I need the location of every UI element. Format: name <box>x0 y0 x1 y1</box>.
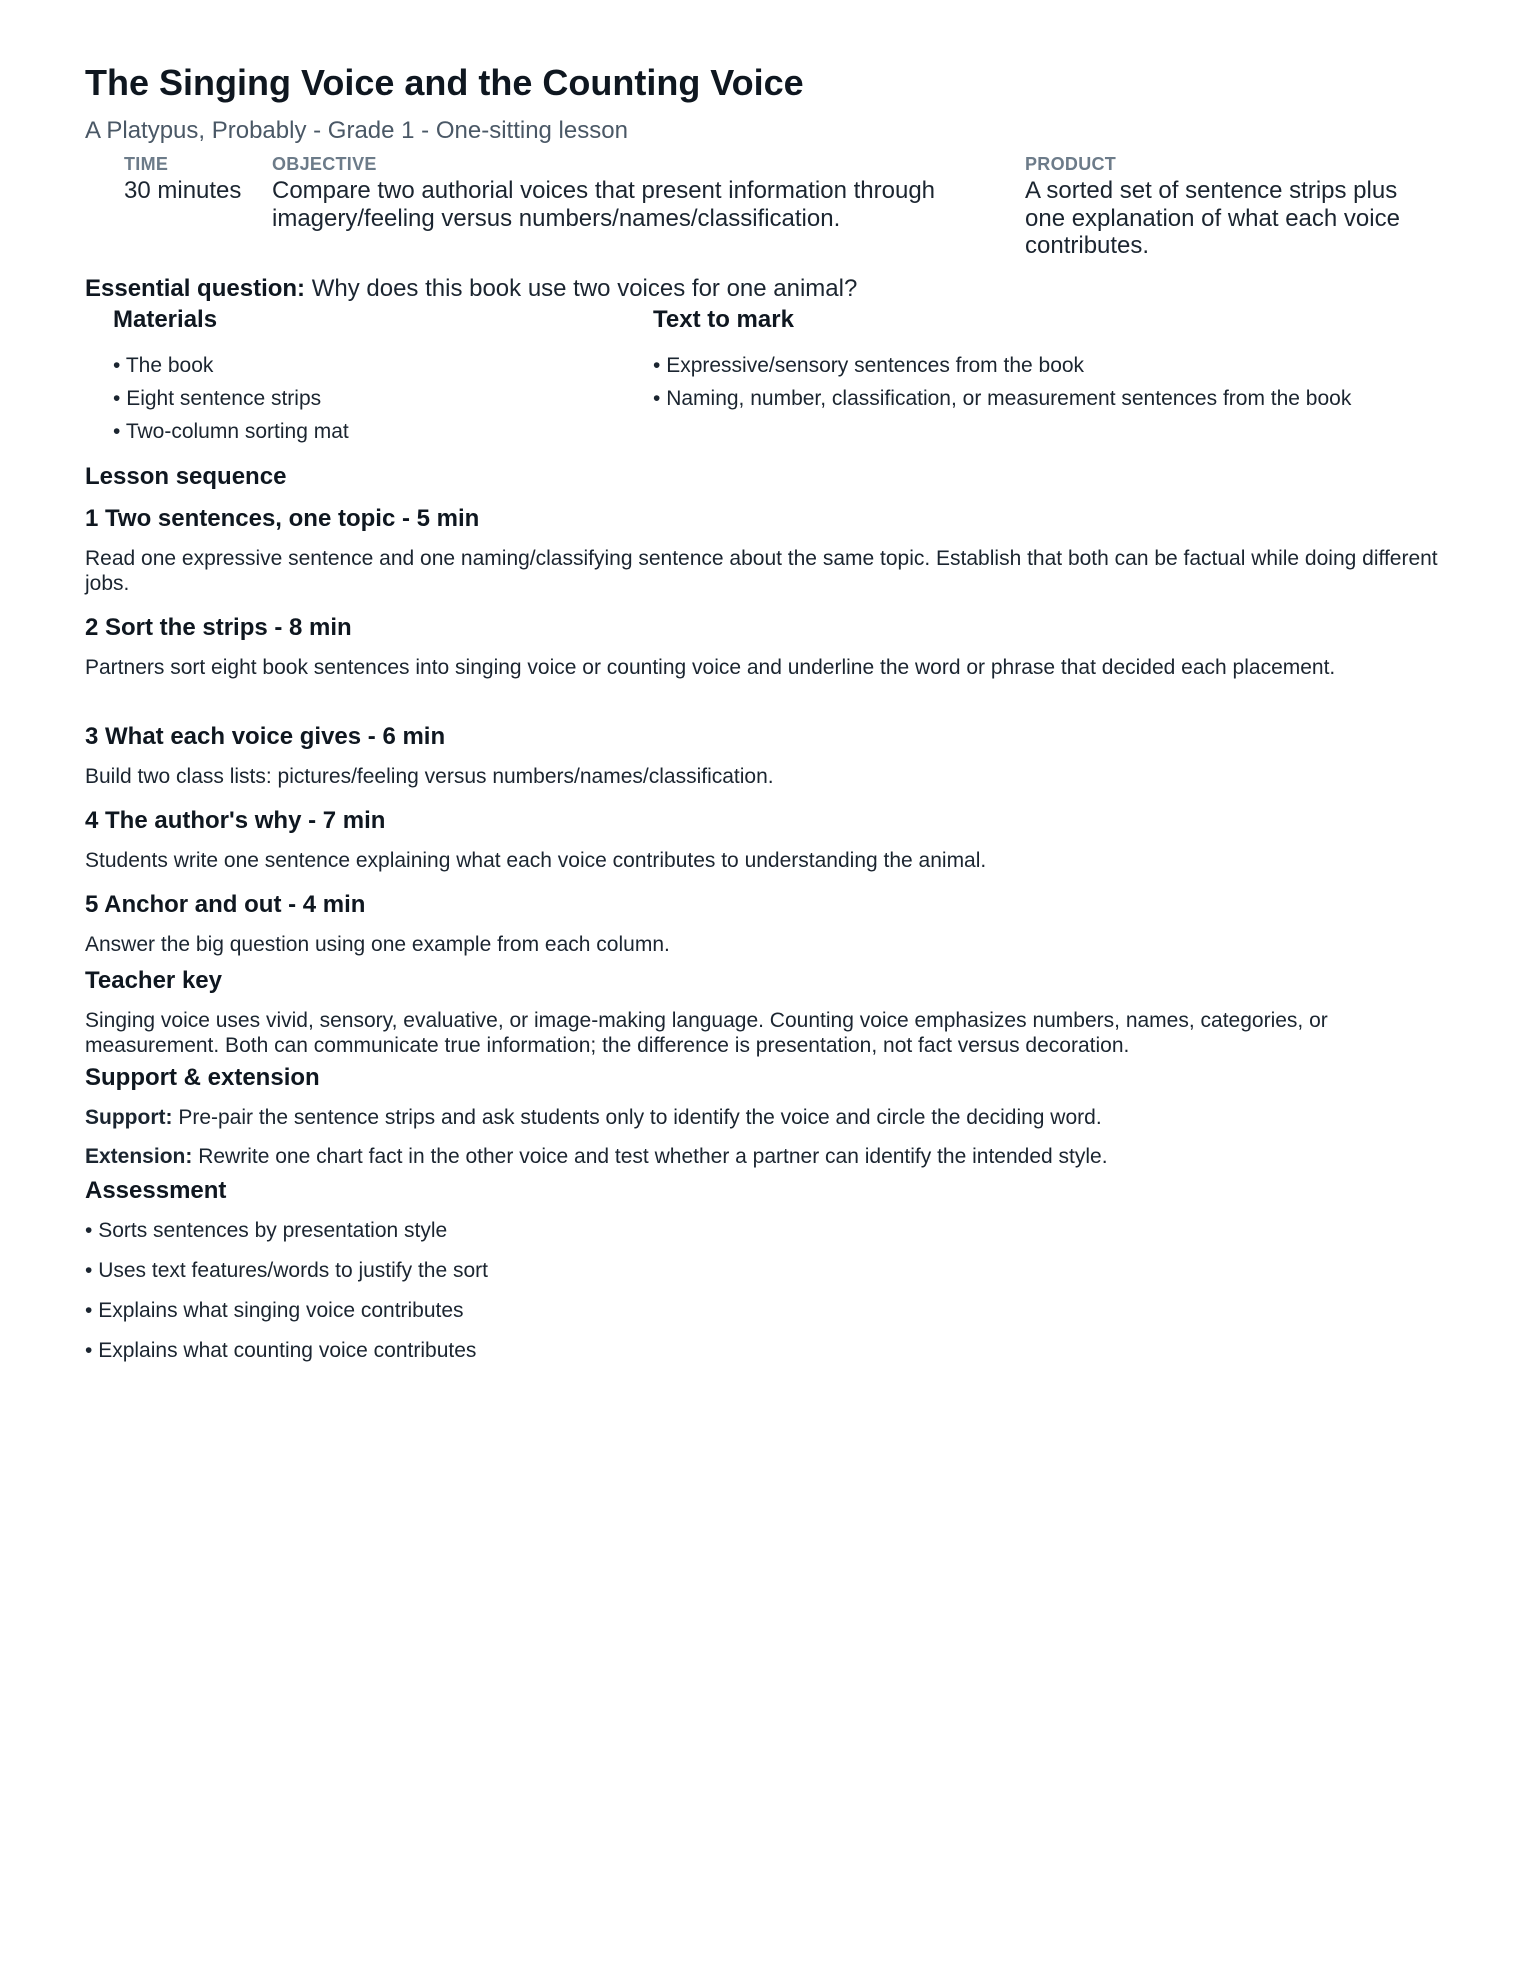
support-text <box>85 1105 1455 1130</box>
product-label: PRODUCT <box>1025 154 1117 174</box>
text-to-mark-list <box>653 353 1433 411</box>
step-title: 1 Two sentences, one topic - 5 min <box>85 505 480 532</box>
meta-product <box>1025 153 1405 260</box>
list-item: • Explains what counting voice contributes <box>85 1338 1455 1363</box>
time-value: 30 minutes <box>124 177 242 204</box>
support-label: Support: <box>85 1106 173 1129</box>
step-title: 4 The author's why - 7 min <box>85 807 386 834</box>
list-item: • Two-column sorting mat <box>113 419 623 444</box>
materials-heading: Materials <box>113 306 218 333</box>
lesson-step <box>85 890 1455 957</box>
product-value: A sorted set of sentence strips plus one explanation of what each voice contributes. <box>1025 177 1400 259</box>
essential-question-text: Why does this book use two voices for one animal? <box>305 275 858 302</box>
teacher-key-heading: Teacher key <box>85 967 222 994</box>
lesson-step <box>85 722 1455 789</box>
materials-section <box>113 305 623 452</box>
list-item: • Naming, number, classification, or measurement sentences from the book <box>653 386 1433 411</box>
support-extension-section <box>85 1063 1455 1169</box>
step-text: Read one expressive sentence and one naming/classifying sentence about the same topic. Establish that both can be factual while doing different jobs. <box>85 547 1438 595</box>
list-item: • Eight sentence strips <box>113 386 623 411</box>
meta-objective <box>272 153 1012 232</box>
extension-label: Extension: <box>85 1145 193 1168</box>
meta-time <box>124 153 264 205</box>
lesson-sequence-heading-block <box>85 462 1455 492</box>
lesson-sequence-heading: Lesson sequence <box>85 463 287 490</box>
time-label: TIME <box>124 154 169 174</box>
materials-list <box>113 353 623 444</box>
list-item: • Uses text features/words to justify the sort <box>85 1258 1455 1283</box>
text-to-mark-heading: Text to mark <box>653 306 794 333</box>
lesson-step <box>85 613 1455 680</box>
lesson-meta <box>85 153 1455 265</box>
essential-question <box>85 275 857 303</box>
step-title: 2 Sort the strips - 8 min <box>85 614 352 641</box>
support-extension-heading: Support & extension <box>85 1064 320 1091</box>
extension-text <box>85 1144 1455 1169</box>
teacher-key-section <box>85 966 1455 1058</box>
page-subtitle: A Platypus, Probably - Grade 1 - One-sitting lesson <box>85 117 628 144</box>
list-item: • Expressive/sensory sentences from the book <box>653 353 1433 378</box>
lesson-page <box>85 0 1455 1980</box>
text-to-mark-section <box>653 305 1433 419</box>
step-text: Students write one sentence explaining what each voice contributes to understanding the animal. <box>85 849 987 872</box>
objective-label: OBJECTIVE <box>272 154 377 174</box>
step-text: Partners sort eight book sentences into singing voice or counting voice and underline the word or phrase that decided each placement. <box>85 656 1336 679</box>
lesson-step <box>85 806 1455 873</box>
list-item: • Explains what singing voice contributes <box>85 1298 1455 1323</box>
step-text: Answer the big question using one example from each column. <box>85 933 670 956</box>
step-text: Build two class lists: pictures/feeling versus numbers/names/classification. <box>85 765 774 788</box>
assessment-heading: Assessment <box>85 1177 227 1204</box>
list-item: • Sorts sentences by presentation style <box>85 1218 1455 1243</box>
objective-value: Compare two authorial voices that present information through imagery/feeling versus numbers/names/classification. <box>272 177 936 232</box>
list-item: • The book <box>113 353 623 378</box>
essential-question-label: Essential question: <box>85 275 306 302</box>
teacher-key-text: Singing voice uses vivid, sensory, evaluative, or image-making language. Counting voice emphasizes numbers, names, categories, or measurement. Both can communicate true information; the difference is presentation, not fact versus decoration. <box>85 1009 1328 1057</box>
assessment-list <box>85 1218 1455 1363</box>
support-body: Pre-pair the sentence strips and ask students only to identify the voice and circle the deciding word. <box>172 1106 1102 1129</box>
lesson-step <box>85 504 1455 596</box>
extension-body: Rewrite one chart fact in the other voice and test whether a partner can identify the intended style. <box>192 1145 1108 1168</box>
step-title: 3 What each voice gives - 6 min <box>85 723 446 750</box>
page-title: The Singing Voice and the Counting Voice <box>85 62 804 103</box>
step-title: 5 Anchor and out - 4 min <box>85 891 366 918</box>
assessment-section <box>85 1176 1455 1378</box>
